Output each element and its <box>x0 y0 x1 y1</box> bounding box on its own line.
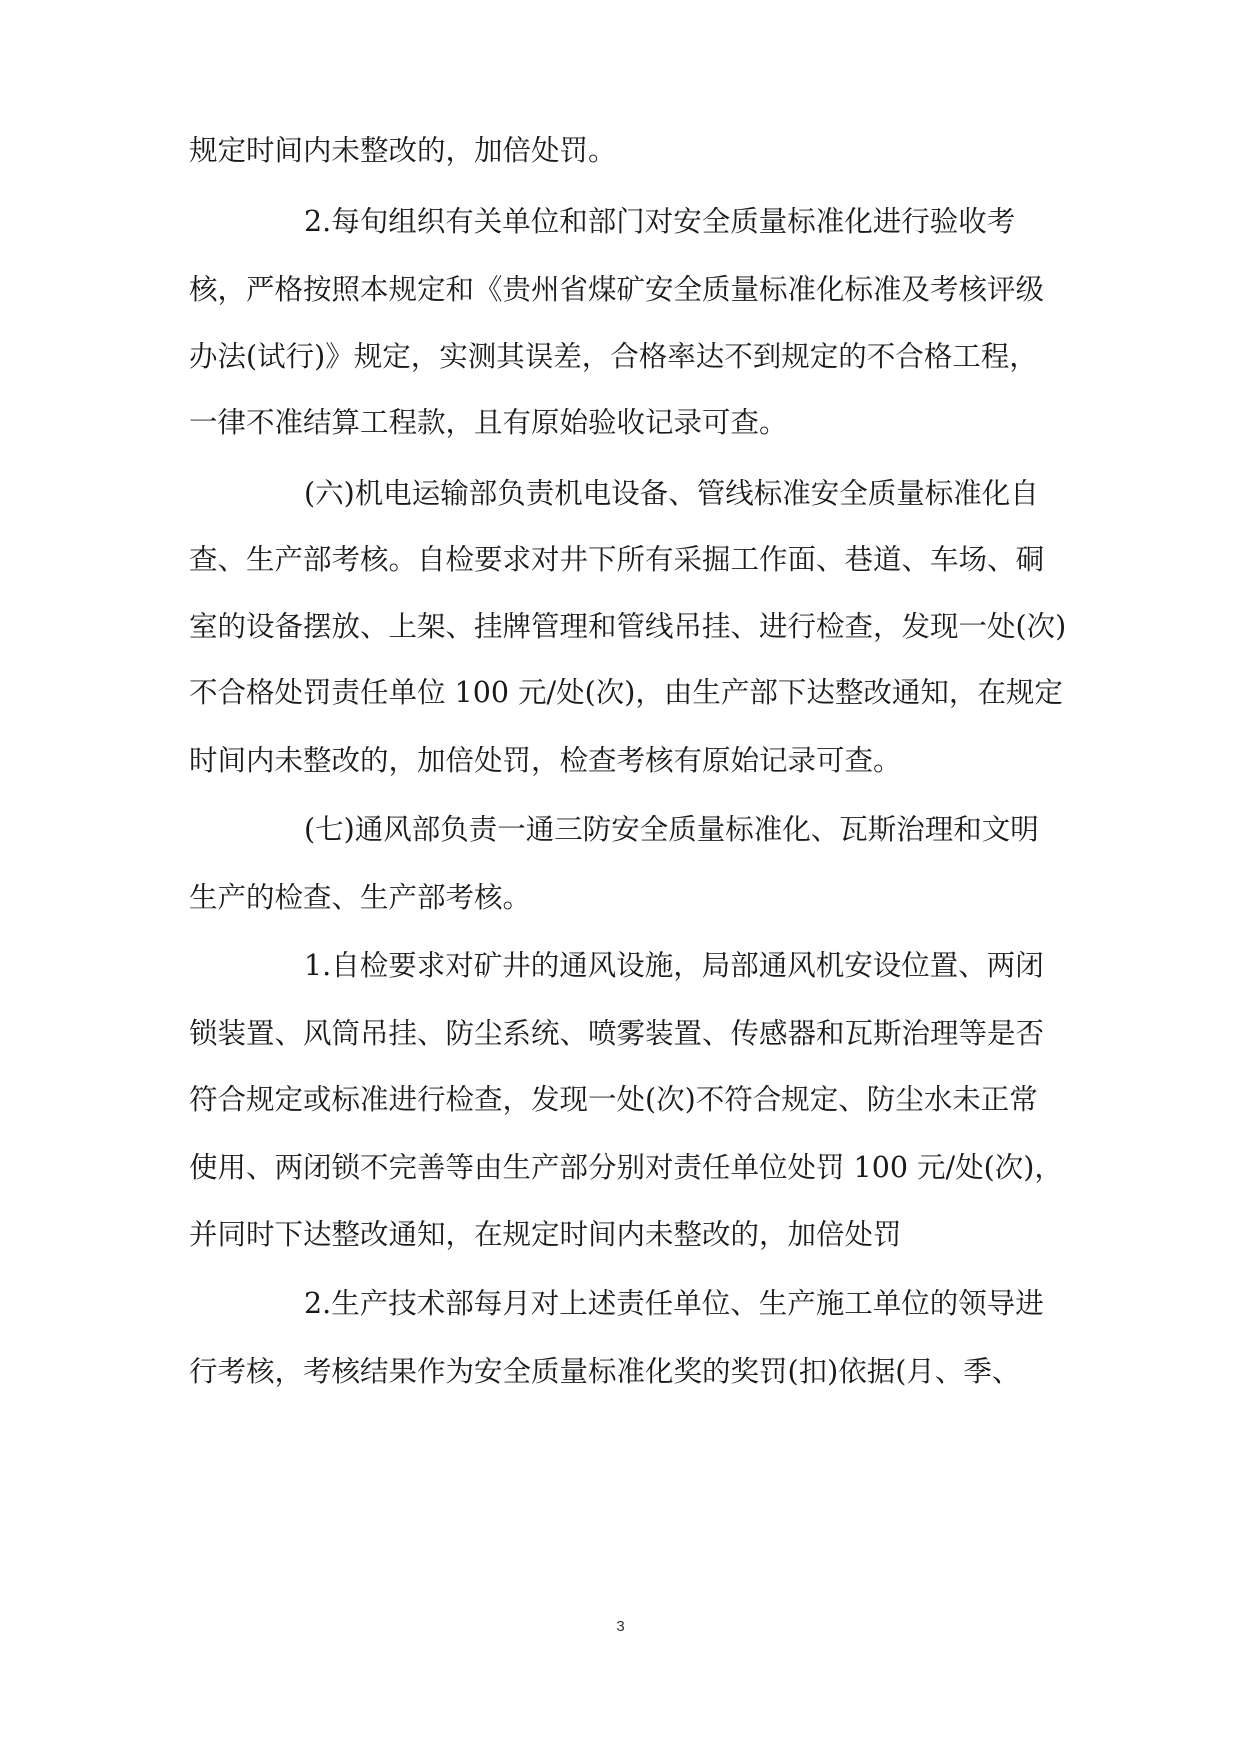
text-line: 核，严格按照本规定和《贵州省煤矿安全质量标准化标准及考核评级 <box>189 273 1045 306</box>
text-line: 2.生产技术部每月对上述责任单位、生产施工单位的领导进 <box>304 1287 1044 1320</box>
text-line: 行考核，考核结果作为安全质量标准化奖的奖罚(扣)依据(月、季、 <box>189 1355 1021 1388</box>
text-line: 1.自检要求对矿井的通风设施，局部通风机安设位置、两闭 <box>304 949 1044 982</box>
text-line: 2.每旬组织有关单位和部门对安全质量标准化进行验收考 <box>304 205 1016 238</box>
text-line: 一律不准结算工程款，且有原始验收记录可查。 <box>189 406 788 439</box>
text-line: 时间内未整改的，加倍处罚，检查考核有原始记录可查。 <box>189 744 902 777</box>
text-line: 生产的检查、生产部考核。 <box>189 881 532 914</box>
text-line: 符合规定或标准进行检查，发现一处(次)不符合规定、防尘水未正常 <box>189 1083 1038 1116</box>
text-line: 室的设备摆放、上架、挂牌管理和管线吊挂、进行检查，发现一处(次) <box>189 610 1067 643</box>
text-line: 不合格处罚责任单位 100 元/处(次)，由生产部下达整改通知，在规定 <box>189 676 1063 709</box>
text-line: 锁装置、风筒吊挂、防尘系统、喷雾装置、传感器和瓦斯治理等是否 <box>189 1017 1045 1050</box>
text-line: 查、生产部考核。自检要求对井下所有采掘工作面、巷道、车场、硐 <box>189 543 1045 576</box>
text-line: 办法(试行)》规定，实测其误差，合格率达不到规定的不合格工程， <box>189 340 1038 373</box>
text-line: 使用、两闭锁不完善等由生产部分别对责任单位处罚 100 元/处(次)， <box>189 1151 1063 1184</box>
text-line: 规定时间内未整改的，加倍处罚。 <box>189 134 617 167</box>
page-number: 3 <box>616 1618 625 1635</box>
text-line: (七)通风部负责一通三防安全质量标准化、瓦斯治理和文明 <box>304 813 1039 846</box>
text-line: 并同时下达整改通知，在规定时间内未整改的，加倍处罚 <box>189 1218 902 1251</box>
text-line: (六)机电运输部负责机电设备、管线标准安全质量标准化自 <box>304 477 1039 510</box>
